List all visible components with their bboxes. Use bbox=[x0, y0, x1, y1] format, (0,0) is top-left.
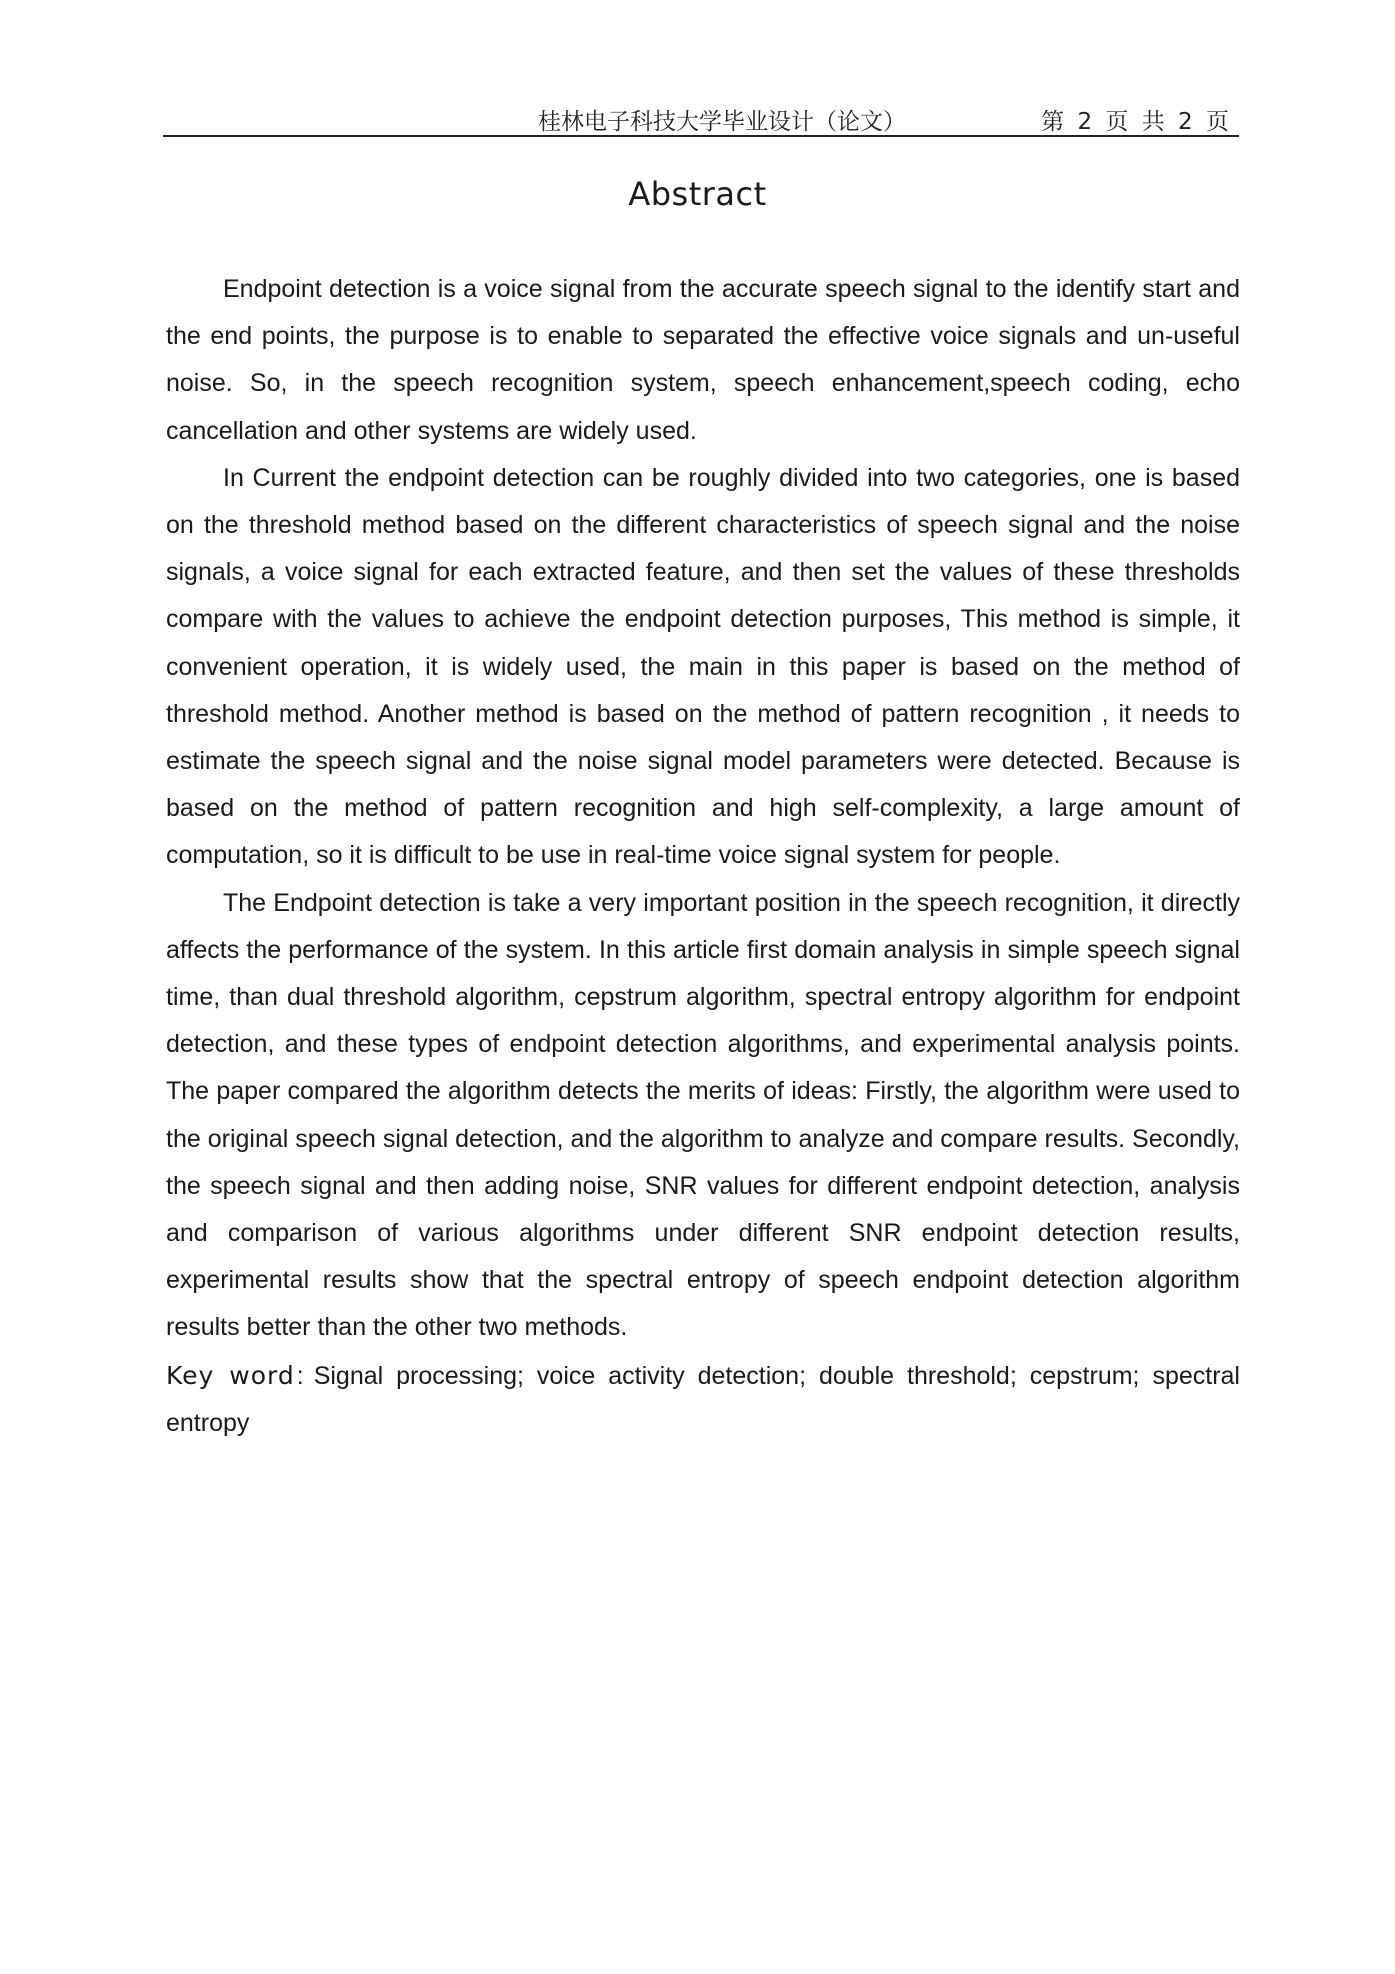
keywords-text: Signal processing; voice activity detection; double threshold; cepstrum; spectral entropy bbox=[166, 1361, 1240, 1437]
keywords-label: Key word bbox=[166, 1360, 295, 1390]
keywords-line bbox=[166, 1352, 1240, 1447]
abstract-body bbox=[166, 266, 1240, 1447]
page-indicator: 第 2 页 共 2 页 bbox=[1041, 109, 1229, 135]
keywords-separator: : bbox=[296, 1361, 304, 1390]
page-header bbox=[163, 99, 1239, 137]
abstract-paragraph-3: The Endpoint detection is take a very important position in the speech recognition, it directly affects the performance of the system. In this article first domain analysis in simple speech signal time, than dual threshold algorithm, cepstrum algorithm, spectral entropy algorithm for endpoint detection, and these types of endpoint detection algorithms, and experimental analysis points. The paper compared the algorithm detects the merits of ideas: Firstly, the algorithm were used to the original speech signal detection, and the algorithm to analyze and compare results. Secondly, the speech signal and then adding noise, SNR values for different endpoint detection, analysis and comparison of various algorithms under different SNR endpoint detection results, experimental results show that the spectral entropy of speech endpoint detection algorithm results better than the other two methods. bbox=[166, 888, 1240, 1342]
abstract-paragraph-1: Endpoint detection is a voice signal from the accurate speech signal to the identify start and the end points, the purpose is to enable to separated the effective voice signals and un-useful noise. So, in the speech recognition system, speech enhancement,speech coding, echo cancellation and other systems are widely used. bbox=[166, 275, 1240, 445]
school-title: 桂林电子科技大学毕业设计（论文） bbox=[538, 109, 906, 135]
abstract-paragraph-2: In Current the endpoint detection can be roughly divided into two categories, one is based on the threshold method based on the different characteristics of speech signal and the noise signals, a voice signal for each extracted feature, and then set the values of these thresholds compare with the values to achieve the endpoint detection purposes, This method is simple, it convenient operation, it is widely used, the main in this paper is based on the method of threshold method. Another method is based on the method of pattern recognition , it needs to estimate the speech signal and the noise signal model parameters were detected. Because is based on the method of pattern recognition and high self-complexity, a large amount of computation, so it is difficult to be use in real-time voice signal system for people. bbox=[166, 463, 1240, 870]
abstract-title: Abstract bbox=[628, 175, 767, 213]
